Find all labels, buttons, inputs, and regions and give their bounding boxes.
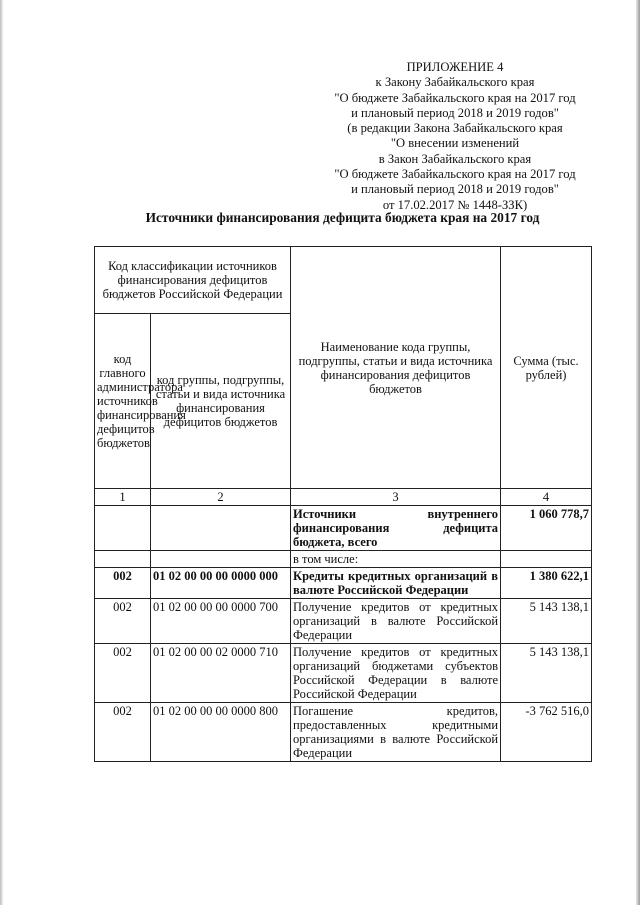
header-line: "О бюджете Забайкальского края на 2017 год — [334, 167, 576, 182]
sum-cell: 5 143 138,1 — [501, 599, 592, 644]
sum-cell: 5 143 138,1 — [501, 644, 592, 703]
table-row — [95, 551, 592, 568]
header-classification-code: Код классификации источников финансирования дефицитов бюджетов Российской Федерации — [95, 247, 291, 314]
group-code-cell — [151, 551, 291, 568]
header-line: в Закон Забайкальского края — [378, 151, 532, 166]
sum-cell: -3 762 516,0 — [501, 703, 592, 762]
appendix-title: ПРИЛОЖЕНИЕ 4 — [406, 60, 504, 74]
group-code-cell — [151, 506, 291, 551]
sum-cell: 1 380 622,1 — [501, 568, 592, 599]
header-name-text: Наименование кода группы, подгруппы, статьи и вида источника финансирования дефицитов бюджетов — [298, 339, 493, 396]
table-row — [95, 506, 592, 551]
scan-edge-left — [0, 0, 3, 905]
group-code-cell: 01 02 00 00 00 0000 700 — [151, 599, 291, 644]
header-line: "О внесении изменений — [390, 136, 520, 151]
header-sum-text: Сумма (тыс. рублей) — [513, 353, 579, 382]
header-line: к Закону Забайкальского края — [375, 75, 535, 90]
page-title: Источники финансирования дефицита бюджета края на 2017 год — [145, 210, 540, 225]
financing-sources-table — [94, 246, 592, 762]
scan-edge-right — [636, 0, 640, 905]
header-line: и плановый период 2018 и 2019 годов" — [351, 105, 559, 120]
column-number: 3 — [291, 489, 501, 506]
table-row — [95, 599, 592, 644]
header-sum-column — [501, 247, 592, 489]
column-number: 2 — [151, 489, 291, 506]
header-name-column — [291, 247, 501, 489]
name-cell: Получение кредитов от кредитных организаций в валюте Российской Федерации — [291, 599, 501, 644]
appendix-header — [290, 60, 620, 213]
column-number-row — [95, 489, 592, 506]
group-code-cell: 01 02 00 00 00 0000 000 — [151, 568, 291, 599]
admin-code-cell — [95, 506, 151, 551]
admin-code-cell: 002 — [95, 599, 151, 644]
group-code-cell: 01 02 00 00 02 0000 710 — [151, 644, 291, 703]
name-cell: в том числе: — [291, 551, 501, 568]
table-row — [95, 644, 592, 703]
column-number: 4 — [501, 489, 592, 506]
name-cell: Получение кредитов от кредитных организаций бюджетами субъектов Российской Федерации в валюте Российской Федерации — [291, 644, 501, 703]
sum-cell — [501, 551, 592, 568]
table-row — [95, 703, 592, 762]
name-cell: Источники внутреннего финансирования дефицита бюджета, всего — [291, 506, 501, 551]
header-admin-code: код главного администратора источников финансирования дефицитов бюджетов — [95, 314, 151, 489]
column-number: 1 — [95, 489, 151, 506]
name-cell: Погашение кредитов, предоставленных кредитными организациями в валюте Российской Федерации — [291, 703, 501, 762]
group-code-cell: 01 02 00 00 00 0000 800 — [151, 703, 291, 762]
admin-code-cell: 002 — [95, 644, 151, 703]
header-line: "О бюджете Забайкальского края на 2017 год — [334, 90, 576, 105]
admin-code-cell: 002 — [95, 703, 151, 762]
admin-code-cell: 002 — [95, 568, 151, 599]
header-group-code: код группы, подгруппы, статьи и вида источника финансирования дефицитов бюджетов — [151, 314, 291, 489]
header-date-number: от 17.02.2017 № 1448-ЗЗК) — [382, 197, 528, 212]
name-cell: Кредиты кредитных организаций в валюте Российской Федерации — [291, 568, 501, 599]
header-line: (в редакции Закона Забайкальского края — [347, 121, 563, 136]
table-row — [95, 568, 592, 599]
header-line: и плановый период 2018 и 2019 годов" — [351, 182, 559, 197]
sum-cell: 1 060 778,7 — [501, 506, 592, 551]
admin-code-cell — [95, 551, 151, 568]
